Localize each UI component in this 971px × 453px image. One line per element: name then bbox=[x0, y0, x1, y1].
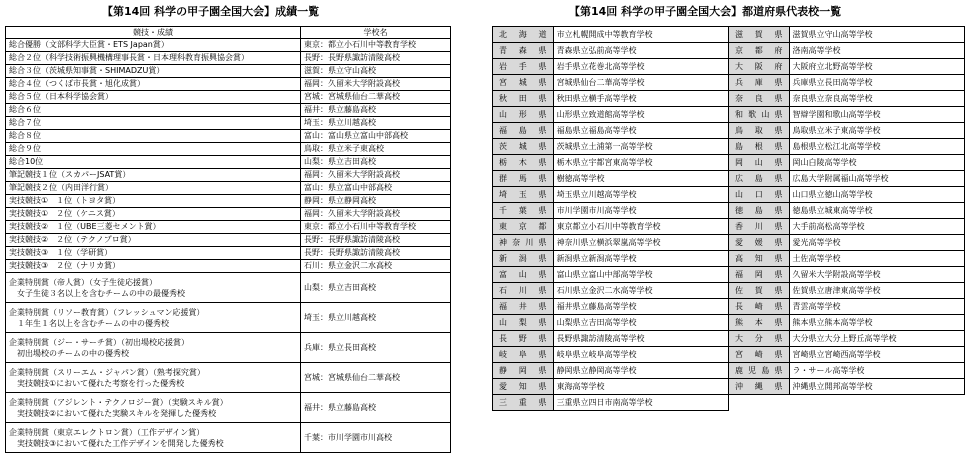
result-row bbox=[6, 52, 451, 65]
result-row bbox=[6, 39, 451, 52]
prefecture-cell: 岐阜県 bbox=[493, 347, 554, 363]
school-cell: 福井：県立藤島高校 bbox=[301, 104, 451, 117]
school-column-header: 学校名 bbox=[301, 27, 451, 39]
representative-school-cell: 土佐高等学校 bbox=[789, 251, 964, 267]
empty-cell bbox=[789, 395, 964, 411]
representative-school-cell: 三重県立四日市南高等学校 bbox=[553, 395, 728, 411]
representatives-title: 【第14回 科学の甲子園全国大会】都道府県代表校一覧 bbox=[569, 5, 842, 18]
prefecture-cell: 鳥取県 bbox=[728, 123, 789, 139]
representative-school-cell: 大手前高松高等学校 bbox=[789, 219, 964, 235]
result-row bbox=[6, 234, 451, 247]
result-row bbox=[6, 143, 451, 156]
representative-school-cell: 山梨県立吉田高等学校 bbox=[553, 315, 728, 331]
prefecture-cell: 奈良県 bbox=[728, 91, 789, 107]
representative-row bbox=[493, 43, 965, 59]
prefecture-cell: 山形県 bbox=[493, 107, 554, 123]
award-cell: 筆記競技１位（スカパーJSAT賞） bbox=[6, 169, 301, 182]
prefecture-cell: 宮崎県 bbox=[728, 347, 789, 363]
representative-school-cell: ラ・サール高等学校 bbox=[789, 363, 964, 379]
representative-row bbox=[493, 331, 965, 347]
school-cell: 宮城：宮城県仙台二華高校 bbox=[301, 363, 451, 393]
prefecture-cell: 青森県 bbox=[493, 43, 554, 59]
award-cell: 企業特別賞（スリーエム・ジャパン賞）（熟考探究賞） 実技競技①において優れた考察を行った優秀校 bbox=[6, 363, 301, 393]
representative-school-cell: 洛南高等学校 bbox=[789, 43, 964, 59]
prefecture-cell: 三重県 bbox=[493, 395, 554, 411]
representative-school-cell: 山形県立致道館高等学校 bbox=[553, 107, 728, 123]
representative-row bbox=[493, 187, 965, 203]
result-row bbox=[6, 182, 451, 195]
prefecture-cell: 福井県 bbox=[493, 299, 554, 315]
representative-school-cell: 福井県立藤島高等学校 bbox=[553, 299, 728, 315]
representative-school-cell: 滋賀県立守山高等学校 bbox=[789, 27, 964, 43]
prefecture-cell: 群馬県 bbox=[493, 171, 554, 187]
representative-row bbox=[493, 363, 965, 379]
representative-row bbox=[493, 315, 965, 331]
prefecture-cell: 徳島県 bbox=[728, 203, 789, 219]
award-cell: 総合８位 bbox=[6, 130, 301, 143]
prefecture-cell: 福岡県 bbox=[728, 267, 789, 283]
representative-school-cell: 福島県立福島高等学校 bbox=[553, 123, 728, 139]
prefecture-cell: 京都府 bbox=[728, 43, 789, 59]
award-cell: 実技競技① ２位（ケニス賞） bbox=[6, 208, 301, 221]
school-cell: 鳥取：県立米子東高校 bbox=[301, 143, 451, 156]
award-column-header: 競技・成績 bbox=[6, 27, 301, 39]
award-cell: 総合５位（日本科学協会賞） bbox=[6, 91, 301, 104]
prefecture-cell: 佐賀県 bbox=[728, 283, 789, 299]
prefecture-cell: 静岡県 bbox=[493, 363, 554, 379]
representative-school-cell: 宮崎県立宮崎西高等学校 bbox=[789, 347, 964, 363]
representative-row bbox=[493, 379, 965, 395]
representative-school-cell: 富山県立富山中部高等学校 bbox=[553, 267, 728, 283]
school-cell: 山梨：県立吉田高校 bbox=[301, 273, 451, 303]
school-cell: 埼玉：県立川越高校 bbox=[301, 117, 451, 130]
representative-school-cell: 大阪府立北野高等学校 bbox=[789, 59, 964, 75]
representative-row bbox=[493, 27, 965, 43]
result-row bbox=[6, 423, 451, 453]
representative-row bbox=[493, 59, 965, 75]
representative-row bbox=[493, 219, 965, 235]
representative-school-cell: 樹徳高等学校 bbox=[553, 171, 728, 187]
result-row bbox=[6, 363, 451, 393]
results-title: 【第14回 科学の甲子園全国大会】成績一覧 bbox=[102, 5, 320, 18]
prefecture-cell: 和歌山県 bbox=[728, 107, 789, 123]
result-row bbox=[6, 78, 451, 91]
school-cell: 福岡：久留米大学附設高校 bbox=[301, 208, 451, 221]
school-cell: 山梨：県立吉田高校 bbox=[301, 156, 451, 169]
representative-school-cell: 神奈川県立横浜翠嵐高等学校 bbox=[553, 235, 728, 251]
representative-row bbox=[493, 171, 965, 187]
school-cell: 長野：長野県諏訪清陵高校 bbox=[301, 247, 451, 260]
representative-row bbox=[493, 267, 965, 283]
award-cell: 総合６位 bbox=[6, 104, 301, 117]
prefecture-cell: 岩手県 bbox=[493, 59, 554, 75]
representative-row bbox=[493, 283, 965, 299]
representative-school-cell: 奈良県立奈良高等学校 bbox=[789, 91, 964, 107]
prefecture-cell: 長崎県 bbox=[728, 299, 789, 315]
award-cell: 実技競技① １位（トヨタ賞） bbox=[6, 195, 301, 208]
representative-school-cell: 茨城県立土浦第一高等学校 bbox=[553, 139, 728, 155]
representative-school-cell: 大分県立大分上野丘高等学校 bbox=[789, 331, 964, 347]
result-row bbox=[6, 208, 451, 221]
representative-school-cell: 青森県立弘前高等学校 bbox=[553, 43, 728, 59]
result-row bbox=[6, 130, 451, 143]
award-cell: 総合３位（茨城県知事賞・SHIMADZU賞） bbox=[6, 65, 301, 78]
award-cell: 実技競技② １位（UBE三菱セメント賞） bbox=[6, 221, 301, 234]
award-cell: 総合７位 bbox=[6, 117, 301, 130]
result-row bbox=[6, 247, 451, 260]
result-row bbox=[6, 221, 451, 234]
prefecture-cell: 長野県 bbox=[493, 331, 554, 347]
representative-row bbox=[493, 91, 965, 107]
representatives-table bbox=[492, 26, 965, 411]
result-row bbox=[6, 156, 451, 169]
representative-school-cell: 静岡県立静岡高等学校 bbox=[553, 363, 728, 379]
representative-school-cell: 市立札幌開成中等教育学校 bbox=[553, 27, 728, 43]
prefecture-cell: 香川県 bbox=[728, 219, 789, 235]
award-cell: 実技競技③ ２位（ナリカ賞） bbox=[6, 260, 301, 273]
representative-row bbox=[493, 203, 965, 219]
representative-row bbox=[493, 347, 965, 363]
prefecture-cell: 鹿児島県 bbox=[728, 363, 789, 379]
prefecture-cell: 山梨県 bbox=[493, 315, 554, 331]
representative-row bbox=[493, 251, 965, 267]
prefecture-cell: 東京都 bbox=[493, 219, 554, 235]
award-cell: 企業特別賞（リソー教育賞）（フレッシュマン応援賞） １年生１名以上を含むチームの中の優秀校 bbox=[6, 303, 301, 333]
representative-school-cell: 市川学園市川高等学校 bbox=[553, 203, 728, 219]
representative-school-cell: 熊本県立熊本高等学校 bbox=[789, 315, 964, 331]
representative-school-cell: 徳島県立城東高等学校 bbox=[789, 203, 964, 219]
award-cell: 企業特別賞（ジー・サーチ賞）（初出場校応援賞） 初出場校のチームの中の優秀校 bbox=[6, 333, 301, 363]
school-cell: 埼玉：県立川越高校 bbox=[301, 303, 451, 333]
award-cell: 企業特別賞（アジレント・テクノロジー賞）（実験スキル賞） 実技競技②において優れた実験スキルを発揮した優秀校 bbox=[6, 393, 301, 423]
school-cell: 富山：県立富山中部高校 bbox=[301, 182, 451, 195]
representative-school-cell: 長野県諏訪清陵高等学校 bbox=[553, 331, 728, 347]
result-row bbox=[6, 195, 451, 208]
result-row bbox=[6, 393, 451, 423]
representative-school-cell: 石川県立金沢二水高等学校 bbox=[553, 283, 728, 299]
empty-cell bbox=[728, 395, 789, 411]
school-cell: 宮城：宮城県仙台二華高校 bbox=[301, 91, 451, 104]
representative-school-cell: 栃木県立宇都宮東高等学校 bbox=[553, 155, 728, 171]
prefecture-cell: 大阪府 bbox=[728, 59, 789, 75]
prefecture-cell: 愛知県 bbox=[493, 379, 554, 395]
representative-school-cell: 新潟県立新潟高等学校 bbox=[553, 251, 728, 267]
school-cell: 東京：都立小石川中等教育学校 bbox=[301, 39, 451, 52]
award-cell: 総合10位 bbox=[6, 156, 301, 169]
representative-row bbox=[493, 235, 965, 251]
school-cell: 福岡：久留米大学附設高校 bbox=[301, 78, 451, 91]
result-row bbox=[6, 333, 451, 363]
prefecture-cell: 新潟県 bbox=[493, 251, 554, 267]
award-cell: 総合２位（科学技術振興機構理事長賞・日本理科教育振興協会賞） bbox=[6, 52, 301, 65]
prefecture-cell: 千葉県 bbox=[493, 203, 554, 219]
prefecture-cell: 神奈川県 bbox=[493, 235, 554, 251]
school-cell: 静岡：県立静岡高校 bbox=[301, 195, 451, 208]
representative-school-cell: 東京都立小石川中等教育学校 bbox=[553, 219, 728, 235]
school-cell: 富山：富山県立富山中部高校 bbox=[301, 130, 451, 143]
results-table bbox=[5, 26, 451, 453]
representative-row bbox=[493, 155, 965, 171]
representative-school-cell: 智辯学園和歌山高等学校 bbox=[789, 107, 964, 123]
prefecture-cell: 宮城県 bbox=[493, 75, 554, 91]
prefecture-cell: 山口県 bbox=[728, 187, 789, 203]
representative-row bbox=[493, 123, 965, 139]
school-cell: 長野：長野県諏訪清陵高校 bbox=[301, 52, 451, 65]
representative-school-cell: 兵庫県立長田高等学校 bbox=[789, 75, 964, 91]
result-row bbox=[6, 65, 451, 78]
award-cell: 実技競技③ １位（学研賞） bbox=[6, 247, 301, 260]
award-cell: 総合９位 bbox=[6, 143, 301, 156]
prefecture-cell: 福島県 bbox=[493, 123, 554, 139]
representative-school-cell: 久留米大学附設高等学校 bbox=[789, 267, 964, 283]
result-row bbox=[6, 273, 451, 303]
representative-row bbox=[493, 139, 965, 155]
representative-school-cell: 広島大学附属福山高等学校 bbox=[789, 171, 964, 187]
representative-school-cell: 秋田県立横手高等学校 bbox=[553, 91, 728, 107]
prefecture-cell: 秋田県 bbox=[493, 91, 554, 107]
representative-school-cell: 岩手県立花巻北高等学校 bbox=[553, 59, 728, 75]
representative-row bbox=[493, 107, 965, 123]
prefecture-cell: 大分県 bbox=[728, 331, 789, 347]
prefecture-cell: 栃木県 bbox=[493, 155, 554, 171]
school-cell: 福井：県立藤島高校 bbox=[301, 393, 451, 423]
school-cell: 兵庫：県立長田高校 bbox=[301, 333, 451, 363]
prefecture-cell: 島根県 bbox=[728, 139, 789, 155]
prefecture-cell: 富山県 bbox=[493, 267, 554, 283]
award-cell: 実技競技② ２位（テクノプロ賞） bbox=[6, 234, 301, 247]
prefecture-cell: 熊本県 bbox=[728, 315, 789, 331]
result-row bbox=[6, 91, 451, 104]
award-cell: 総合優勝（文部科学大臣賞・ETS Japan賞） bbox=[6, 39, 301, 52]
prefecture-cell: 北海道 bbox=[493, 27, 554, 43]
school-cell: 福岡：久留米大学附設高校 bbox=[301, 169, 451, 182]
prefecture-cell: 滋賀県 bbox=[728, 27, 789, 43]
representative-school-cell: 岐阜県立岐阜高等学校 bbox=[553, 347, 728, 363]
award-cell: 企業特別賞（帝人賞）（女子生徒応援賞） 女子生徒３名以上を含むチームの中の最優秀校 bbox=[6, 273, 301, 303]
representative-school-cell: 佐賀県立唐津東高等学校 bbox=[789, 283, 964, 299]
representative-school-cell: 東海高等学校 bbox=[553, 379, 728, 395]
result-row bbox=[6, 169, 451, 182]
school-cell: 滋賀：県立守山高校 bbox=[301, 65, 451, 78]
representative-school-cell: 宮城県仙台二華高等学校 bbox=[553, 75, 728, 91]
school-cell: 東京：都立小石川中等教育学校 bbox=[301, 221, 451, 234]
representative-school-cell: 埼玉県立川越高等学校 bbox=[553, 187, 728, 203]
representative-school-cell: 青雲高等学校 bbox=[789, 299, 964, 315]
representative-school-cell: 鳥取県立米子東高等学校 bbox=[789, 123, 964, 139]
result-row bbox=[6, 303, 451, 333]
prefecture-cell: 沖縄県 bbox=[728, 379, 789, 395]
representative-school-cell: 山口県立徳山高等学校 bbox=[789, 187, 964, 203]
representative-row bbox=[493, 299, 965, 315]
award-cell: 総合４位（つくば市長賞・旭化成賞） bbox=[6, 78, 301, 91]
representative-school-cell: 愛光高等学校 bbox=[789, 235, 964, 251]
representative-school-cell: 沖縄県立開邦高等学校 bbox=[789, 379, 964, 395]
school-cell: 千葉：市川学園市川高校 bbox=[301, 423, 451, 453]
award-cell: 企業特別賞（東京エレクトロン賞）（工作デザイン賞） 実技競技③において優れた工作デザインを開発した優秀校 bbox=[6, 423, 301, 453]
award-cell: 筆記競技２位（内田洋行賞） bbox=[6, 182, 301, 195]
representative-school-cell: 岡山白陵高等学校 bbox=[789, 155, 964, 171]
prefecture-cell: 広島県 bbox=[728, 171, 789, 187]
representative-school-cell: 島根県立松江北高等学校 bbox=[789, 139, 964, 155]
prefecture-cell: 埼玉県 bbox=[493, 187, 554, 203]
result-row bbox=[6, 104, 451, 117]
result-row bbox=[6, 117, 451, 130]
results-header-row bbox=[6, 27, 451, 39]
prefecture-cell: 茨城県 bbox=[493, 139, 554, 155]
prefecture-cell: 兵庫県 bbox=[728, 75, 789, 91]
prefecture-cell: 愛媛県 bbox=[728, 235, 789, 251]
representative-row bbox=[493, 395, 965, 411]
result-row bbox=[6, 260, 451, 273]
school-cell: 長野：長野県諏訪清陵高校 bbox=[301, 234, 451, 247]
prefecture-cell: 岡山県 bbox=[728, 155, 789, 171]
prefecture-cell: 高知県 bbox=[728, 251, 789, 267]
prefecture-cell: 石川県 bbox=[493, 283, 554, 299]
school-cell: 石川：県立金沢二水高校 bbox=[301, 260, 451, 273]
representative-row bbox=[493, 75, 965, 91]
